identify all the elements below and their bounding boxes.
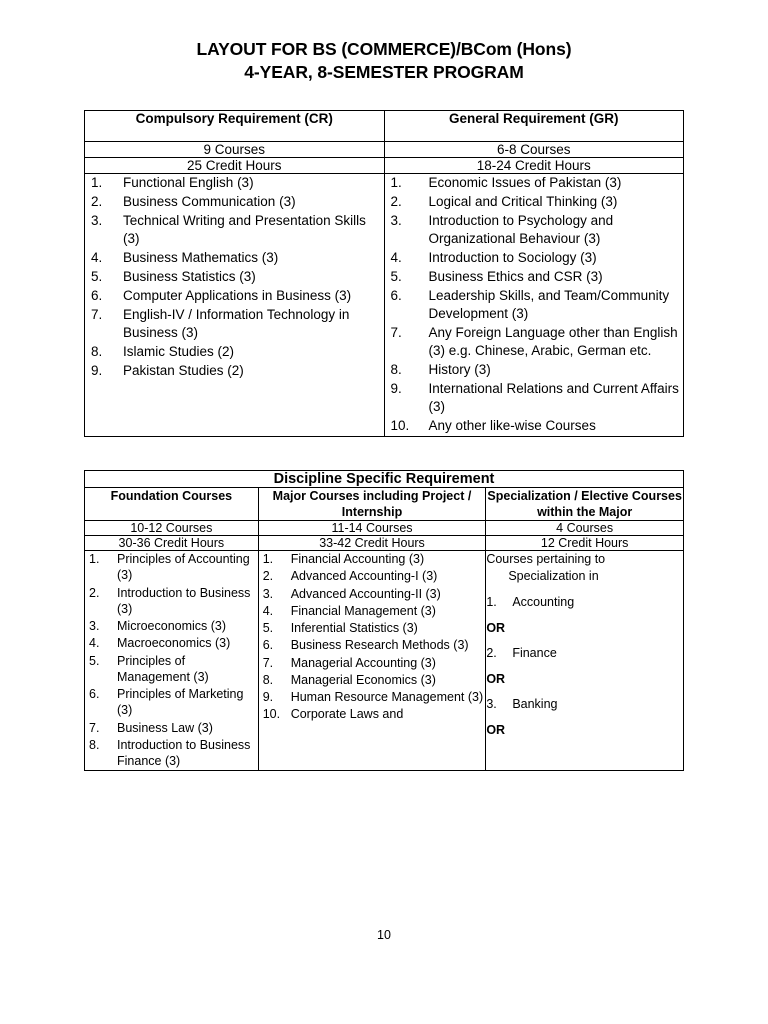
list-item-number: 3. [390, 213, 402, 229]
list-item-number: 1. [262, 552, 274, 567]
list-item-label: Advanced Accounting-II (3) [290, 586, 441, 601]
list-item-number: 8. [262, 672, 274, 687]
list-item [85, 653, 258, 686]
list-item-label: Financial Management (3) [290, 603, 436, 618]
list-item-label: Business Law (3) [117, 720, 213, 735]
list-item-label: Inferential Statistics (3) [290, 621, 418, 636]
table-row-headers [85, 111, 684, 142]
list-item-number: 4. [262, 603, 274, 618]
list-item-number: 1. [89, 552, 100, 567]
list-item-number: 3. [262, 586, 274, 601]
header-major-courses: Major Courses including Project / Internship [258, 487, 486, 521]
list-item-label: Functional English (3) [123, 175, 254, 191]
list-item-number: 2. [262, 569, 274, 584]
list-item [85, 618, 258, 634]
list-item-label: Any Foreign Language other than English (3) e.g. Chinese, Arabic, German etc. [428, 324, 678, 358]
specialization-or-separator: OR [486, 671, 506, 686]
list-item-number: 8. [91, 343, 103, 359]
specialization-option-label: Finance [512, 646, 557, 661]
list-item-label: Macroeconomics (3) [117, 636, 231, 651]
foundation-course-list-cell [85, 551, 259, 771]
list-item-label: Computer Applications in Business (3) [123, 287, 352, 303]
list-item-number: 9. [262, 690, 274, 705]
table-row-title [85, 470, 684, 487]
specialization-option [486, 594, 683, 611]
list-item-label: Introduction to Sociology (3) [428, 250, 597, 265]
specialization-lead-line1: Courses pertaining to [486, 552, 606, 567]
gr-courses-count: 6-8 Courses [384, 142, 684, 158]
list-item-number: 4. [91, 250, 103, 265]
list-item [385, 287, 684, 323]
foundation-credit-hours: 30-36 Credit Hours [85, 536, 259, 551]
header-compulsory-requirement: Compulsory Requirement (CR) [85, 111, 385, 142]
list-item-label: History (3) [428, 361, 491, 377]
list-item [385, 212, 684, 248]
list-item [259, 655, 486, 671]
discipline-title: Discipline Specific Requirement [85, 470, 684, 487]
list-item [385, 417, 684, 435]
specialization-or-separator: OR [486, 620, 506, 635]
foundation-course-list [85, 551, 258, 769]
list-item [385, 268, 684, 286]
specialization-courses-count: 4 Courses [486, 521, 684, 536]
list-item-number: 5. [262, 621, 274, 636]
discipline-specific-requirement-table [84, 470, 684, 772]
list-item-number: 10. [390, 417, 410, 433]
title-line-1: LAYOUT FOR BS (COMMERCE)/BCom (Hons) [196, 39, 572, 59]
list-item-label: Introduction to Business Finance (3) [117, 737, 251, 769]
list-item-number: 8. [390, 361, 402, 377]
list-item [85, 193, 384, 211]
list-item [85, 249, 384, 267]
list-item [385, 174, 684, 192]
cr-courses-count: 9 Courses [85, 142, 385, 158]
list-item [259, 586, 486, 602]
list-item [385, 324, 684, 360]
list-item [385, 193, 684, 211]
list-item-number: 2. [91, 194, 103, 210]
list-item-number: 1. [390, 175, 402, 191]
specialization-option-number: 3. [486, 697, 497, 712]
list-item-label: Business Ethics and CSR (3) [428, 268, 603, 284]
list-item-number: 9. [91, 362, 103, 378]
list-item [259, 620, 486, 636]
list-item-label: Introduction to Psychology and Organizational Behaviour (3) [428, 213, 614, 247]
list-item [385, 380, 684, 416]
foundation-courses-count: 10-12 Courses [85, 521, 259, 536]
specialization-option-label: Banking [512, 697, 558, 712]
list-item [385, 361, 684, 379]
list-item-label: Principles of Accounting (3) [117, 552, 250, 583]
list-item-number: 6. [262, 638, 274, 653]
list-item-label: Pakistan Studies (2) [123, 362, 244, 378]
cr-course-list [85, 174, 384, 379]
list-item-number: 7. [89, 720, 100, 735]
compulsory-general-requirement-table [84, 110, 684, 436]
list-item-number: 7. [262, 655, 274, 670]
table-row-credit-hours [85, 536, 684, 551]
list-item-label: Economic Issues of Pakistan (3) [428, 175, 622, 191]
list-item-number: 10. [262, 707, 281, 722]
list-item [85, 551, 258, 584]
list-item-number: 5. [91, 268, 103, 284]
specialization-lead-line2: Specialization in [508, 568, 599, 583]
list-item [85, 287, 384, 305]
list-item [85, 362, 384, 380]
list-item-label: Introduction to Business (3) [117, 585, 251, 616]
list-item-label: Managerial Economics (3) [290, 672, 436, 687]
table-row-credit-hours [85, 158, 684, 174]
list-item-label: Principles of Management (3) [117, 653, 209, 684]
list-item-number: 7. [390, 324, 402, 340]
list-item [85, 174, 384, 192]
list-item-label: Microeconomics (3) [117, 619, 227, 634]
page-number: 10 [377, 928, 391, 942]
list-item [85, 737, 258, 770]
specialization-option [486, 696, 683, 713]
list-item-label: Corporate Laws and [290, 707, 404, 722]
list-item-label: Islamic Studies (2) [123, 343, 235, 359]
list-item-label: International Relations and Current Affairs (3) [428, 380, 679, 414]
major-course-list [259, 551, 486, 723]
list-item [85, 268, 384, 286]
major-course-list-cell [258, 551, 486, 771]
specialization-option [486, 645, 683, 662]
list-item-label: Technical Writing and Presentation Skills (3) [123, 213, 366, 247]
list-item [259, 706, 486, 722]
list-item [85, 306, 384, 342]
list-item [259, 637, 486, 653]
specialization-options [486, 594, 683, 738]
gr-credit-hours: 18-24 Credit Hours [384, 158, 684, 174]
list-item [85, 585, 258, 618]
major-courses-count: 11-14 Courses [258, 521, 486, 536]
list-item [259, 672, 486, 688]
list-item-label: Business Research Methods (3) [290, 638, 469, 653]
list-item-number: 8. [89, 737, 100, 752]
list-item-label: Business Mathematics (3) [123, 250, 279, 265]
list-item-label: Advanced Accounting-I (3) [290, 569, 438, 584]
list-item-number: 6. [390, 287, 402, 303]
specialization-or-separator: OR [486, 722, 506, 737]
list-item-number: 4. [390, 250, 402, 265]
list-item-label: Logical and Critical Thinking (3) [428, 194, 618, 210]
list-item [85, 686, 258, 719]
list-item-label: Leadership Skills, and Team/Community Development (3) [428, 287, 670, 321]
title-line-2: 4-YEAR, 8-SEMESTER PROGRAM [244, 62, 524, 83]
list-item [259, 551, 486, 567]
list-item-number: 3. [89, 619, 100, 634]
list-item-number: 4. [89, 636, 100, 651]
list-item [85, 343, 384, 361]
list-item-number: 6. [91, 287, 103, 303]
table-row-courses [85, 142, 684, 158]
specialization-option-number: 1. [486, 595, 497, 610]
list-item-label: Business Communication (3) [123, 194, 296, 210]
list-item [259, 603, 486, 619]
list-item-number: 2. [89, 585, 100, 600]
specialization-lead [486, 551, 683, 584]
specialization-option-label: Accounting [512, 595, 575, 610]
major-credit-hours: 33-42 Credit Hours [258, 536, 486, 551]
table-row-courses [85, 521, 684, 536]
list-item-number: 3. [91, 213, 103, 229]
list-item-label: Any other like-wise Courses [428, 417, 596, 433]
list-item-number: 9. [390, 380, 402, 396]
list-item-number: 6. [89, 687, 100, 702]
list-item [85, 635, 258, 651]
list-item-label: Principles of Marketing (3) [117, 687, 244, 718]
list-item-label: Human Resource Management (3) [290, 690, 484, 705]
list-item-label: English-IV / Information Technology in Business (3) [123, 306, 350, 340]
list-item-number: 5. [390, 268, 402, 284]
list-item [85, 720, 258, 736]
header-foundation-courses: Foundation Courses [85, 487, 259, 521]
list-item-label: Business Statistics (3) [123, 268, 256, 284]
list-item-number: 2. [390, 194, 402, 210]
list-item-label: Managerial Accounting (3) [290, 655, 436, 670]
list-item [259, 568, 486, 584]
list-item-number: 1. [91, 175, 103, 191]
list-item-number: 7. [91, 306, 103, 322]
table-row-course-lists [85, 174, 684, 436]
gr-course-list-cell [384, 174, 684, 436]
table-row-headers [85, 487, 684, 521]
cr-credit-hours: 25 Credit Hours [85, 158, 385, 174]
list-item [385, 249, 684, 267]
page-title [84, 38, 684, 84]
list-item [85, 212, 384, 248]
list-item [259, 689, 486, 705]
specialization-credit-hours: 12 Credit Hours [486, 536, 684, 551]
specialization-option-number: 2. [486, 646, 497, 661]
header-general-requirement: General Requirement (GR) [384, 111, 684, 142]
cr-course-list-cell [85, 174, 385, 436]
specialization-cell [486, 551, 684, 771]
gr-course-list [385, 174, 684, 434]
header-specialization-courses: Specialization / Elective Courses within the Major [487, 488, 682, 519]
table-row-course-lists [85, 551, 684, 771]
list-item-label: Financial Accounting (3) [290, 552, 425, 567]
list-item-number: 5. [89, 653, 100, 668]
